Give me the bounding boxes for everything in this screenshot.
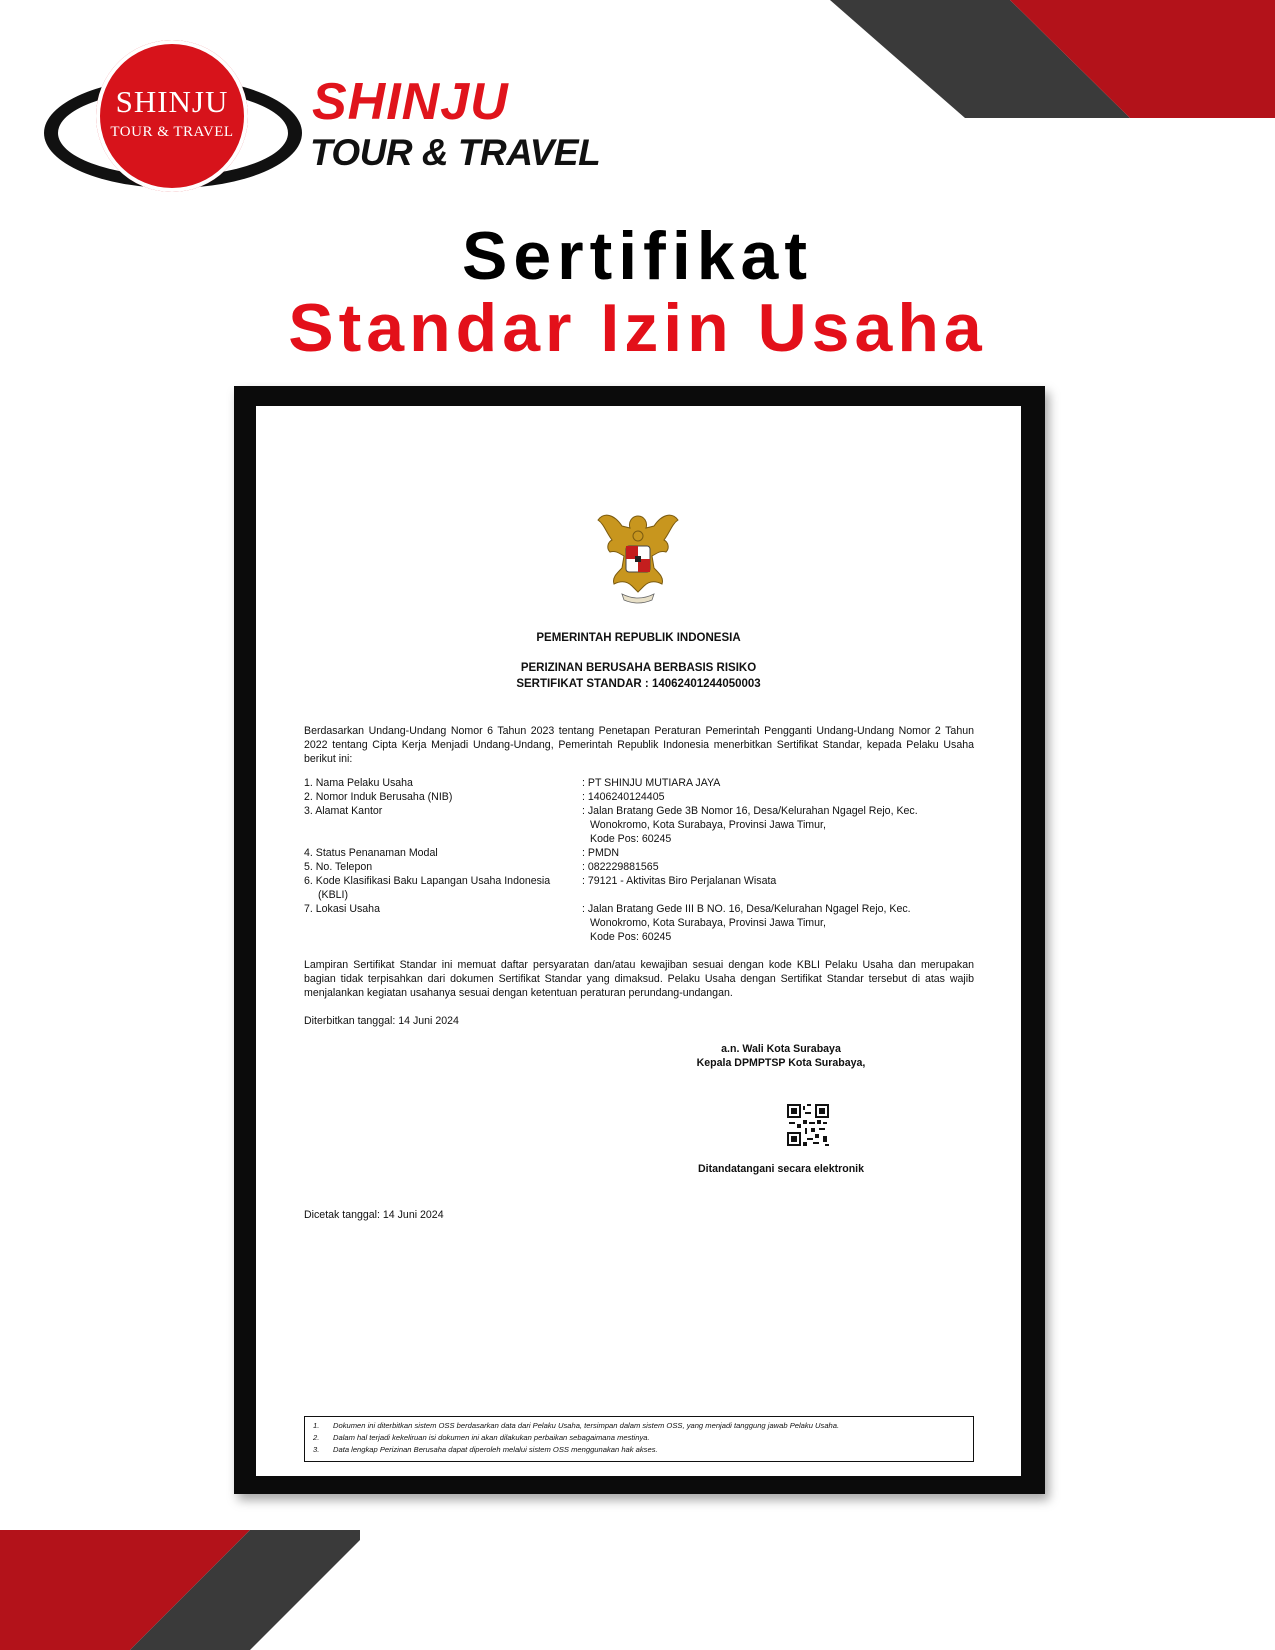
- footnote-item: 1. Dokumen ini diterbitkan sistem OSS berdasarkan data dari Pelaku Usaha, tersimpan dalam sistem OSS, yang menjadi tanggung jawab Pelaku Usaha.: [313, 1421, 840, 1430]
- field-value-phone: : 082229881565: [582, 861, 659, 873]
- field-value-office-address: : Jalan Bratang Gede 3B Nomor 16, Desa/Kelurahan Ngagel Rejo, Kec.: [582, 805, 918, 817]
- logo-emblem: [96, 40, 248, 192]
- footnote-item: 3. Data lengkap Perizinan Berusaha dapat diperoleh melalui sistem OSS menggunakan hak akses.: [313, 1445, 658, 1454]
- field-value-kbli: : 79121 - Aktivitas Biro Perjalanan Wisata: [582, 875, 777, 887]
- field-value-business-location-line2: Wonokromo, Kota Surabaya, Provinsi Jawa Timur,: [590, 917, 826, 929]
- issued-date: Diterbitkan tanggal: 14 Juni 2024: [304, 1015, 459, 1027]
- electronic-signature-note: Ditandatangani secara elektronik: [697, 1163, 865, 1175]
- field-value-office-address-line2: Wonokromo, Kota Surabaya, Provinsi Jawa Timur,: [590, 819, 826, 831]
- field-label-office-address: 3. Alamat Kantor: [304, 805, 383, 817]
- brand-name: SHINJU: [312, 73, 509, 131]
- certificate-number: SERTIFIKAT STANDAR : 14062401244050003: [516, 678, 761, 690]
- field-label-investment-status: 4. Status Penanaman Modal: [304, 847, 438, 859]
- brand-tagline: TOUR & TRAVEL: [310, 132, 601, 173]
- field-label-kbli: 6. Kode Klasifikasi Baku Lapangan Usaha Indonesia: [304, 875, 551, 887]
- field-value-business-location-line3: Kode Pos: 60245: [590, 931, 672, 943]
- garuda-emblem-icon: [592, 506, 684, 606]
- field-value-investment-status: : PMDN: [582, 847, 620, 859]
- intro-paragraph: Berdasarkan Undang-Undang Nomor 6 Tahun 2023 tentang Penetapan Peraturan Pemerintah Pengganti Undang-Undang Nomor 2 Tahun 2022 tentang Cipta Kerja Menjadi Undang-Undang, Pemerintah Republik Indonesia menerbitkan Sertifikat Standar, kepada Pelaku Usaha berikut ini:: [304, 725, 974, 765]
- field-label-nib: 2. Nomor Induk Berusaha (NIB): [304, 791, 453, 803]
- field-label-name: 1. Nama Pelaku Usaha: [304, 777, 413, 789]
- field-value-office-address-line3: Kode Pos: 60245: [590, 833, 672, 845]
- signer-title: a.n. Wali Kota Surabaya: [721, 1043, 841, 1055]
- logo-emblem-text: SHINJU: [115, 84, 229, 119]
- certificate-frame: [234, 386, 1045, 1494]
- permit-title: PERIZINAN BERUSAHA BERBASIS RISIKO: [520, 662, 757, 674]
- printed-date: Dicetak tanggal: 14 Juni 2024: [304, 1209, 444, 1221]
- footnote-item: 2. Dalam hal terjadi kekeliruan isi dokumen ini akan dilakukan perbaikan sebagaimana mestinya.: [313, 1433, 650, 1442]
- page-subtitle: Standar Izin Usaha: [288, 290, 987, 366]
- field-value-name: : PT SHINJU MUTIARA JAYA: [582, 777, 721, 789]
- qr-code-icon: [787, 1104, 829, 1146]
- signer-office: Kepala DPMPTSP Kota Surabaya,: [696, 1057, 866, 1069]
- certificate-document: [256, 406, 1021, 1476]
- government-title: PEMERINTAH REPUBLIK INDONESIA: [536, 632, 741, 644]
- top-right-corner-decoration: [830, 0, 1275, 118]
- bottom-left-corner-decoration: [0, 1530, 360, 1650]
- company-logo: [44, 40, 644, 200]
- field-label-kbli-line2: (KBLI): [318, 889, 349, 901]
- field-label-business-location: 7. Lokasi Usaha: [304, 903, 380, 915]
- closing-paragraph: Lampiran Sertifikat Standar ini memuat daftar persyaratan dan/atau kewajiban sesuai dengan kode KBLI Pelaku Usaha dan merupakan bagian tidak terpisahkan dari dokumen Sertifikat Standar yang dimaksud. Pelaku Usaha dengan Sertifikat Standar tersebut di atas wajib menjalankan kegiatan usahanya sesuai dengan ketentuan peraturan perundang-undangan.: [304, 959, 974, 999]
- field-value-nib: : 1406240124405: [582, 791, 665, 803]
- page-title: Sertifikat: [462, 218, 813, 294]
- field-value-business-location: : Jalan Bratang Gede III B NO. 16, Desa/Kelurahan Ngagel Rejo, Kec.: [582, 903, 911, 915]
- footnotes-box: [304, 1416, 974, 1462]
- field-label-phone: 5. No. Telepon: [304, 861, 373, 873]
- logo-emblem-subtext: TOUR & TRAVEL: [110, 124, 234, 140]
